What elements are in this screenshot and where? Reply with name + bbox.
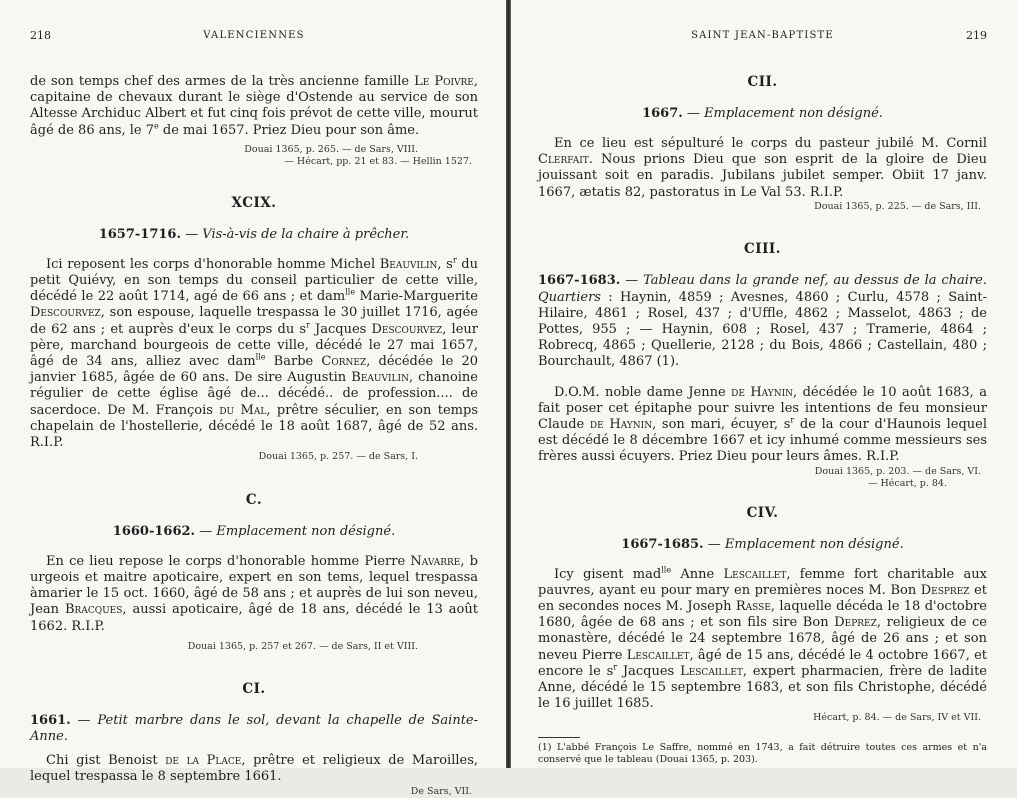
epitaph-text: Ici reposent les corps d'honorable homme Michel Beauvilin, $s^r$ du petit Quiévy, en son temps du conseil particulier de cette ville, décédé le 22 août 1714, agé de 66 ans ; et dam$^{lle}$ Marie-Marguerite Descourvez, son espouse, laquelle trespassa le 30 juillet 1716, agée de 62 ans ; et auprès d'eux le corps du $s^r$ Jacques Descourvez, leur père, marchand bourgeois de cette ville, décédé le 27 mai 1657, âgé de 34 ans, alliez avec dam$^{lle}$ Barbe Cornez, décédée le 20 janvier 1685, âgée de 60 ans. De sire Augustin Beauvilin, chanoine régulier de cette église âgé de... décédé.. de profession.... de sacerdoce. De M. François du Mal, prêtre séculier, en son temps chapelain de l'hostellerie, décédé le 18 août 1687, âgé de 52 ans. R.I.P. <box>30 255 479 451</box>
right-content <box>538 74 987 766</box>
source-line: Hécart, p. 84. — de Sars, IV et VII. <box>813 712 981 724</box>
left-content <box>30 74 478 798</box>
section-heading-ciii: CIII. <box>744 241 781 258</box>
source-line: — Hécart, pp. 21 et 83. — Hellin 1527. <box>284 156 472 168</box>
source-line: Douai 1365, p. 257. — de Sars, I. <box>258 451 418 463</box>
epitaph-text: D.O.M. noble dame Jenne de Haynin, décédée le 10 août 1683, a fait poser cet épitaphe pour suivre les intentions de feu monsieur Claude de Haynin, son mari, écuyer, $s^r$ de la cour d'Haunois lequel est décédé le 8 décembre 1667 et icy inhumé comme messieurs ses frères aussi écuyers. Priez Dieu pour leurs âmes. R.I.P. <box>538 384 988 465</box>
running-title-right: SAINT JEAN-BAPTISTE <box>691 30 834 41</box>
entry-date-line: 1661. — Petit marbre dans le sol, devant la chapelle de Sainte-Anne. <box>30 713 479 745</box>
section-heading-cii: CII. <box>747 74 778 90</box>
source-line: — Hécart, p. 84. <box>867 478 947 490</box>
section-heading-xcix: XCIX. <box>231 194 277 211</box>
epitaph-text: Icy gisent mad$^{lle}$ Anne Lescaillet, femme fort charitable aux pauvres, ayant eu pour mary en premières noces M. Bon Desprez et en secondes noces M. Joseph Rasse, laquelle décéda le 18 d'octobre 1680, âgée de 68 ans ; et son fils sire Bon Deprez, religieux de ce monastère, décédé le 24 septembre 1678, âgé de 26 ans ; et son neveu Pierre Lescaillet, âgé de 15 ans, décédé le 4 octobre 1667, et encore le $s^r$ Jacques Lescaillet, expert pharmacien, frère de ladite Anne, décédé le 15 septembre 1683, et son fils Christophe, décédé le 16 juillet 1685. <box>538 565 988 712</box>
section-heading-ci: CI. <box>242 681 266 698</box>
running-title-left: VALENCIENNES <box>203 30 305 41</box>
source-line: Douai 1365, p. 225. — de Sars, III. <box>814 200 981 212</box>
running-head-right <box>538 30 987 46</box>
entry-date-line: 1667-1685. — Emplacement non désigné. <box>621 536 904 552</box>
entry-date-line: 1667-1683. — Tableau dans la grande nef, au dessus de la chaire. Quartiers : Haynin, 4859 ; Avesnes, 4860 ; Curlu, 4578 ; Saint-Hilaire, 4861 ; Rosel, 437 ; d'Uffle, 4862 ; Masselot, 4863 ; de Pottes, 955 ; — Haynin, 608 ; Rosel, 437 ; Tramerie, 4864 ; Robrecq, 4865 ; Quellerie, 2128 ; du Bois, 4866 ; Castellain, 480 ; Bourchault, 4867 (1). <box>538 273 987 370</box>
page-number-left: 218 <box>30 29 51 42</box>
footnote: (1) L'abbé François Le Saffre, nommé en 1743, a fait détruire toutes ces armes et n'a conservé que le tableau (Douai 1365, p. 203). <box>538 741 987 765</box>
section-heading-civ: CIV. <box>746 504 779 521</box>
section-heading-c: C. <box>245 491 263 508</box>
source-line: Douai 1365, p. 265. — de Sars, VIII. <box>244 143 418 155</box>
running-head-left <box>30 30 478 46</box>
continued-paragraph: de son temps chef des armes de la très ancienne famille Le Poivre, capitaine de chevaux durant le siège d'Ostende au service de son Altesse Archiduc Albert et fut cinq fois prévot de cette ville, mourut âgé de 86 ans, le 7e de mai 1657. Priez Dieu pour son âme. <box>30 74 479 138</box>
quartiers-label: Quartiers <box>538 289 601 305</box>
epitaph-text: Chi gist Benoist de la Place, prêtre et religieux de Maroilles, lequel trespassa le 8 septembre 1661. <box>30 753 479 785</box>
page-number-right: 219 <box>966 29 987 42</box>
source-line: De Sars, VII. <box>410 785 472 797</box>
source-line: Douai 1365, p. 257 et 267. — de Sars, II et VIII. <box>187 640 418 652</box>
right-page <box>511 0 1017 768</box>
entry-date-line: 1667. — Emplacement non désigné. <box>642 106 883 121</box>
footnote-rule <box>538 737 580 738</box>
entry-date-line: 1660-1662. — Emplacement non désigné. <box>112 523 396 539</box>
entry-date-line: 1657-1716. — Vis-à-vis de la chaire à prêcher. <box>98 226 410 242</box>
epitaph-text: En ce lieu est sépulturé le corps du pasteur jubilé M. Cornil Clerfait. Nous prions Dieu que son esprit de la gloire de Dieu jouissant soit en paradis. Jubilans jubilet semper. Obiit 17 janv. 1667, ætatis 82, pastoratus in Le Val 53. R.I.P. <box>538 136 987 200</box>
source-line: Douai 1365, p. 203. — de Sars, VI. <box>814 465 981 477</box>
epitaph-text: En ce lieu repose le corps d'honorable homme Pierre Navarre, b urgeois et maitre apoticaire, expert en son tems, lequel trespassa àmarier le 15 oct. 1660, âgé de 58 ans ; et auprès de lui son neveu, Jean Bracques, aussi apoticaire, âgé de 18 ans, décédé le 13 août 1662. R.I.P. <box>30 553 478 634</box>
left-page <box>0 0 506 797</box>
